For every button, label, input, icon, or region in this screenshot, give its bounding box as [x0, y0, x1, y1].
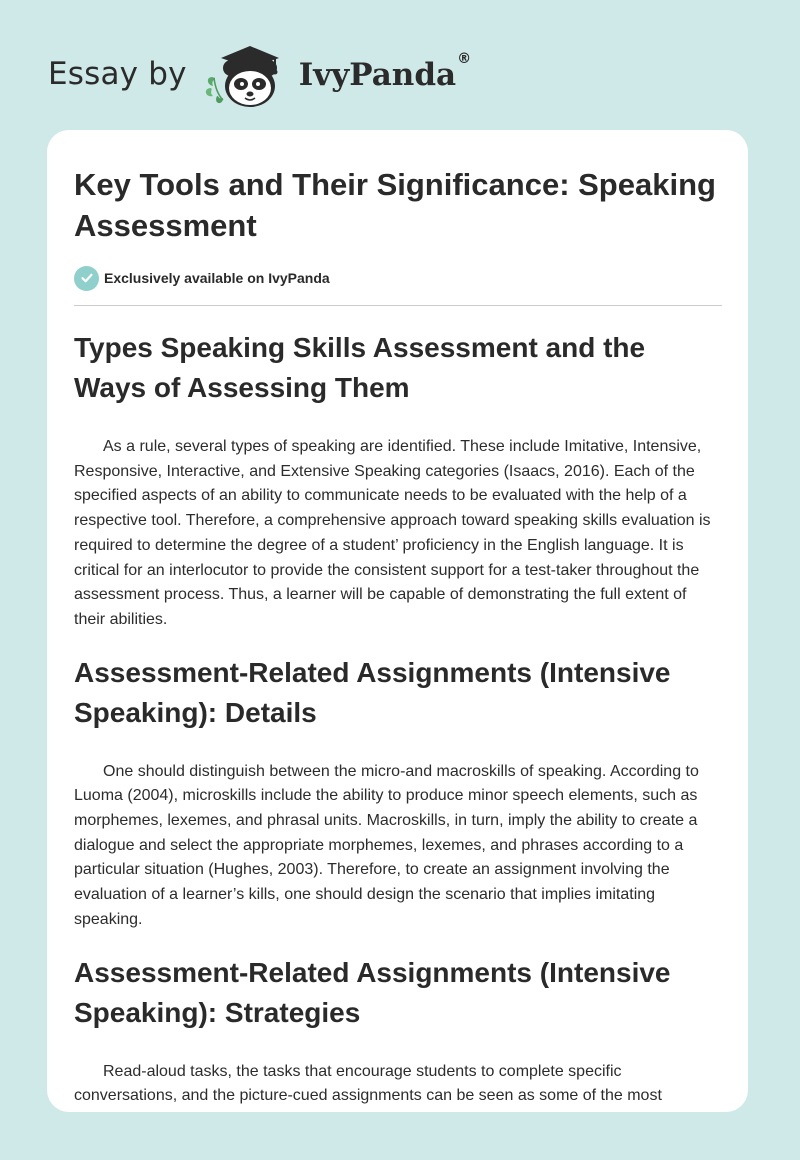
section-details: [74, 653, 722, 933]
exclusive-badge-label: Exclusively available on IvyPanda: [104, 270, 330, 286]
brand-name[interactable]: IvyPanda®: [298, 51, 472, 93]
site-header: [48, 34, 471, 110]
section-heading: Assessment-Related Assignments (Intensive Speaking): Strategies: [74, 956, 671, 1028]
section-heading: Assessment-Related Assignments (Intensive Speaking): Details: [74, 656, 671, 728]
section-paragraph: As a rule, several types of speaking are identified. These include Imitative, Intensive, Responsive, Interactive, and Extensive Speaking categories (Isaacs, 2016). Each of the specified aspects of an ability to communicate needs to be evaluated with the help of a respective tool. Therefore, a comprehensive approach toward speaking skills evaluation is required to determine the degree of a student’ proficiency in the English language. It is critical for an interlocutor to provide the consistent support for a test-taker throughout the assessment process. Thus, a learner will be capable of demonstrating the full extent of their abilities.: [74, 438, 711, 628]
brand-prefix: Essay by: [48, 56, 187, 92]
section-strategies: [74, 953, 722, 1109]
check-circle-icon: [74, 266, 99, 291]
section-paragraph: Read-aloud tasks, the tasks that encourage students to complete specific conversations, and the picture-cued assignments can be seen as some of the most: [74, 1062, 662, 1105]
panda-logo-icon[interactable]: [201, 34, 297, 110]
section-paragraph: One should distinguish between the micro-and macroskills of speaking. According to Luoma (2004), microskills include the ability to produce minor speech elements, such as morphemes, lexemes, and phrasal units. Macroskills, in turn, imply the ability to create a dialogue and select the appropriate morphemes, lexemes, and phrases according to a particular situation (Hughes, 2003). Therefore, to create an assignment involving the evaluation of a learner’s kills, one should design the scenario that implies imitating speaking.: [74, 762, 699, 928]
exclusive-badge: [74, 264, 722, 292]
divider: [74, 305, 722, 306]
section-heading: Types Speaking Skills Assessment and the Ways of Assessing Them: [74, 332, 646, 403]
registered-mark: ®: [457, 51, 472, 67]
section-types: [74, 328, 722, 633]
page-title: Key Tools and Their Significance: Speaking Assessment: [74, 167, 716, 243]
essay-card: [47, 130, 748, 1112]
